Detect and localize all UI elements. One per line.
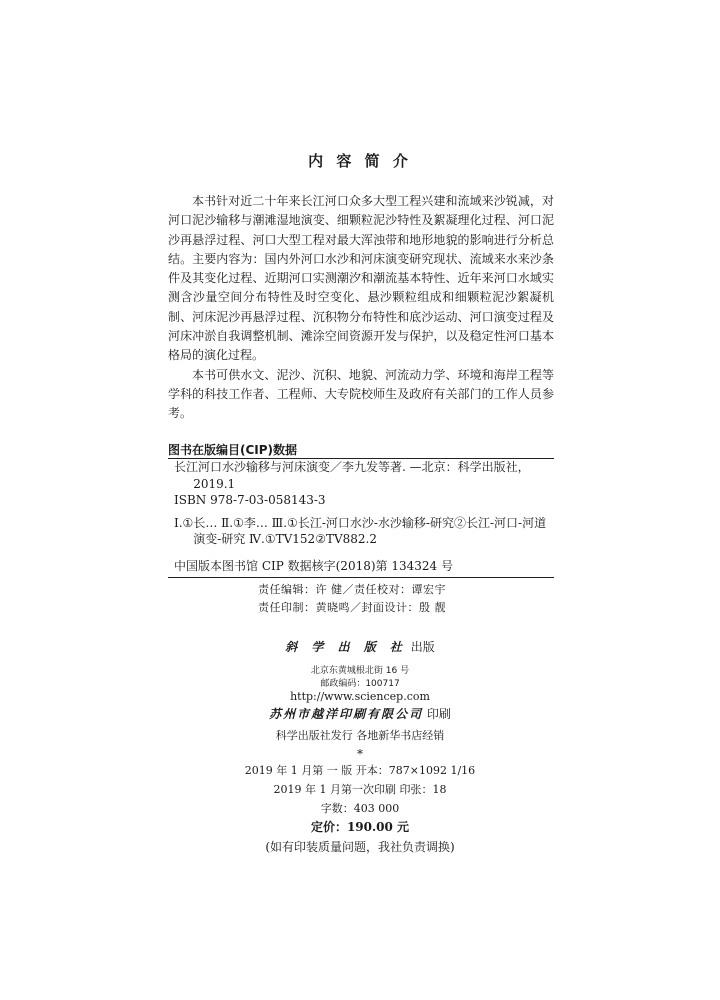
price: 定价：190.00 元 — [310, 820, 410, 834]
cip-heading: 图书在版编目(CIP)数据 — [168, 443, 298, 457]
publisher-postcode: 邮政编码：100717 — [320, 679, 400, 689]
publisher-url: http://www.sciencep.com — [290, 690, 430, 703]
printer-name: 苏州市越洋印刷有限公司 — [269, 707, 424, 721]
printing-line: 2019 年 1 月第一次印刷 印张：18 — [273, 783, 447, 796]
cip-subjects: Ⅰ.①长… Ⅱ.①李… Ⅲ.①长江-河口水沙-水沙输移-研究②长江-河口-河道演变-研究 Ⅳ.①TV152②TV882.2 — [174, 515, 547, 546]
abstract-paragraph-2: 本书可供水文、泥沙、沉积、地貌、河流动力学、环境和海岸工程等学科的科技工作者、工程师、大专院校师生及政府有关部门的工作人员参考。 — [168, 367, 554, 421]
publisher-line — [0, 638, 720, 655]
distribution-line: 科学出版社发行 各地新华书店经销 — [275, 729, 445, 742]
printer-suffix: 印刷 — [426, 707, 451, 721]
word-count: 字数：403 000 — [320, 802, 400, 815]
printer-line — [0, 705, 720, 722]
cip-number: 中国版本图书馆 CIP 数据核字(2018)第 134324 号 — [174, 558, 453, 573]
abstract-section — [168, 192, 554, 424]
cip-data-block — [168, 458, 554, 578]
credits-editor-line: 责任编辑：许 健／责任校对：谭宏宇 — [258, 583, 446, 596]
edition-line: 2019 年 1 月第 一 版 开本：787×1092 1/16 — [244, 764, 476, 777]
separator-star: * — [357, 747, 363, 761]
cip-entry: 长江河口水沙输移与河床演变／李九发等著. —北京：科学出版社，2019.1 — [174, 460, 530, 491]
abstract-paragraph-1: 本书针对近二十年来长江河口众多大型工程兴建和流域来沙锐减，对河口泥沙输移与潮滩湿地演变、细颗粒泥沙特性及絮凝理化过程、河口泥沙再悬浮过程、河口大型工程对最大浑浊带和地形地貌的影响进行分析总结。主要内容为：国内外河口水沙和河床演变研究现状、流域来水来沙条件及其变化过程、近期河口实测潮汐和潮流基本特性、近年来河口水域实测含沙量空间分布特性及时空变化、悬沙颗粒组成和细颗粒泥沙絮凝机制、河床泥沙再悬浮过程、沉积物分布特性和底沙运动、河口演变过程及河床冲淤自我调整机制、滩涂空间资源开发与保护，以及稳定性河口基本格局的演化过程。 — [168, 194, 554, 363]
quality-notice: (如有印装质量问题，我社负责调换) — [265, 840, 455, 854]
cip-isbn: ISBN 978-7-03-058143-3 — [174, 493, 326, 507]
credits-print-line: 责任印制：黄晓鸣／封面设计：殷 靓 — [258, 601, 446, 614]
publisher-name: 斜 学 出 版 社 — [285, 640, 407, 654]
publisher-suffix: 出版 — [410, 640, 435, 654]
publisher-address: 北京东黄城根北街 16 号 — [310, 666, 410, 676]
credits-block — [0, 581, 720, 617]
page-title: 内 容 简 介 — [308, 152, 412, 170]
